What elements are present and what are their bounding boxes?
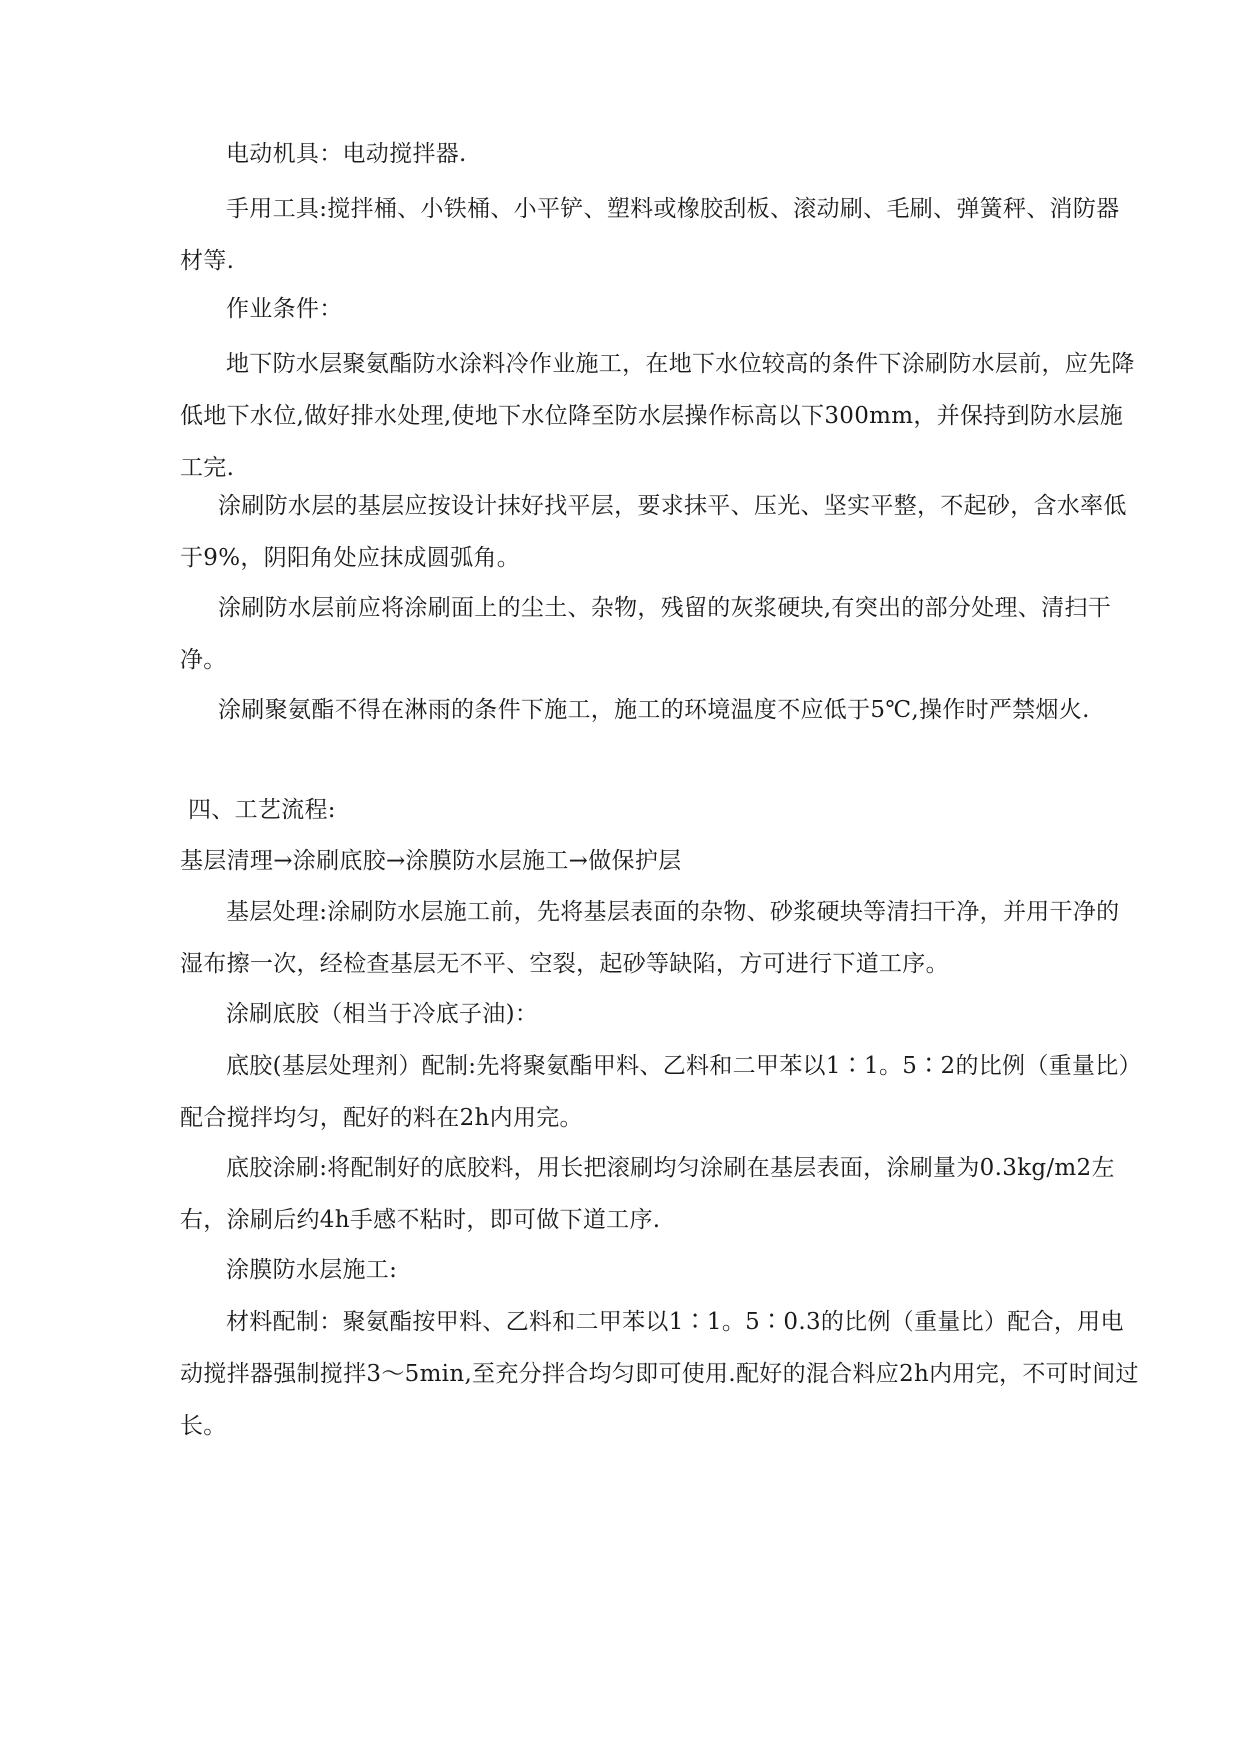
paragraph-weather: 涂刷聚氨酯不得在淋雨的条件下施工，施工的环境温度不应低于5℃,操作时严禁烟火. [218,697,1090,723]
paragraph-primer-application: 底胶涂刷:将配制好的底胶料，用长把滚刷均匀涂刷在基层表面，涂刷量为0.3kg/m2左右，涂刷后约4h手感不粘时，即可做下道工序. [180,1155,1115,1233]
paragraph-electric-tools: 电动机具：电动搅拌器. [226,141,467,167]
paragraph-primer-mixing: 底胶(基层处理剂）配制:先将聚氨酯甲料、乙料和二甲苯以1∶1。5∶2的比例（重量比）配合搅拌均匀，配好的料在2h内用完。 [180,1053,1131,1131]
paragraph-cleaning: 涂刷防水层前应将涂刷面上的尘土、杂物，残留的灰浆硬块,有突出的部分处理、清扫干净。 [180,595,1112,673]
paragraph-primer-heading: 涂刷底胶（相当于冷底子油)： [226,1001,539,1027]
paragraph-hand-tools: 手用工具:搅拌桶、小铁桶、小平铲、塑料或橡胶刮板、滚动刷、毛刷、弹簧秤、消防器材等. [180,196,1120,274]
paragraph-material-mixing: 材料配制：聚氨酯按甲料、乙料和二甲苯以1∶1。5∶0.3的比例（重量比）配合，用电动搅拌器强制搅拌3～5min,至充分拌合均匀即可使用.配好的混合料应2h内用完，不可时间过长。 [180,1309,1139,1439]
paragraph-work-conditions-heading: 作业条件： [226,296,343,322]
paragraph-groundwater: 地下防水层聚氨酯防水涂料冷作业施工，在地下水位较高的条件下涂刷防水层前，应先降低地下水位,做好排水处理,使地下水位降至防水层操作标高以下300mm，并保持到防水层施工完. [180,351,1135,481]
paragraph-base-treatment: 基层处理:涂刷防水层施工前，先将基层表面的杂物、砂浆硬块等清扫干净，并用干净的湿布擦一次，经检查基层无不平、空裂，起砂等缺陷，方可进行下道工序。 [180,899,1120,977]
paragraph-membrane-heading: 涂膜防水层施工: [226,1257,398,1283]
paragraph-base-layer: 涂刷防水层的基层应按设计抹好找平层，要求抹平、压光、坚实平整，不起砂，含水率低于9%，阴阳角处应抹成圆弧角。 [180,493,1127,571]
section-heading-process: 四、工艺流程: [188,797,336,823]
paragraph-process-flow: 基层清理→涂刷底胶→涂膜防水层施工→做保护层 [180,848,682,874]
